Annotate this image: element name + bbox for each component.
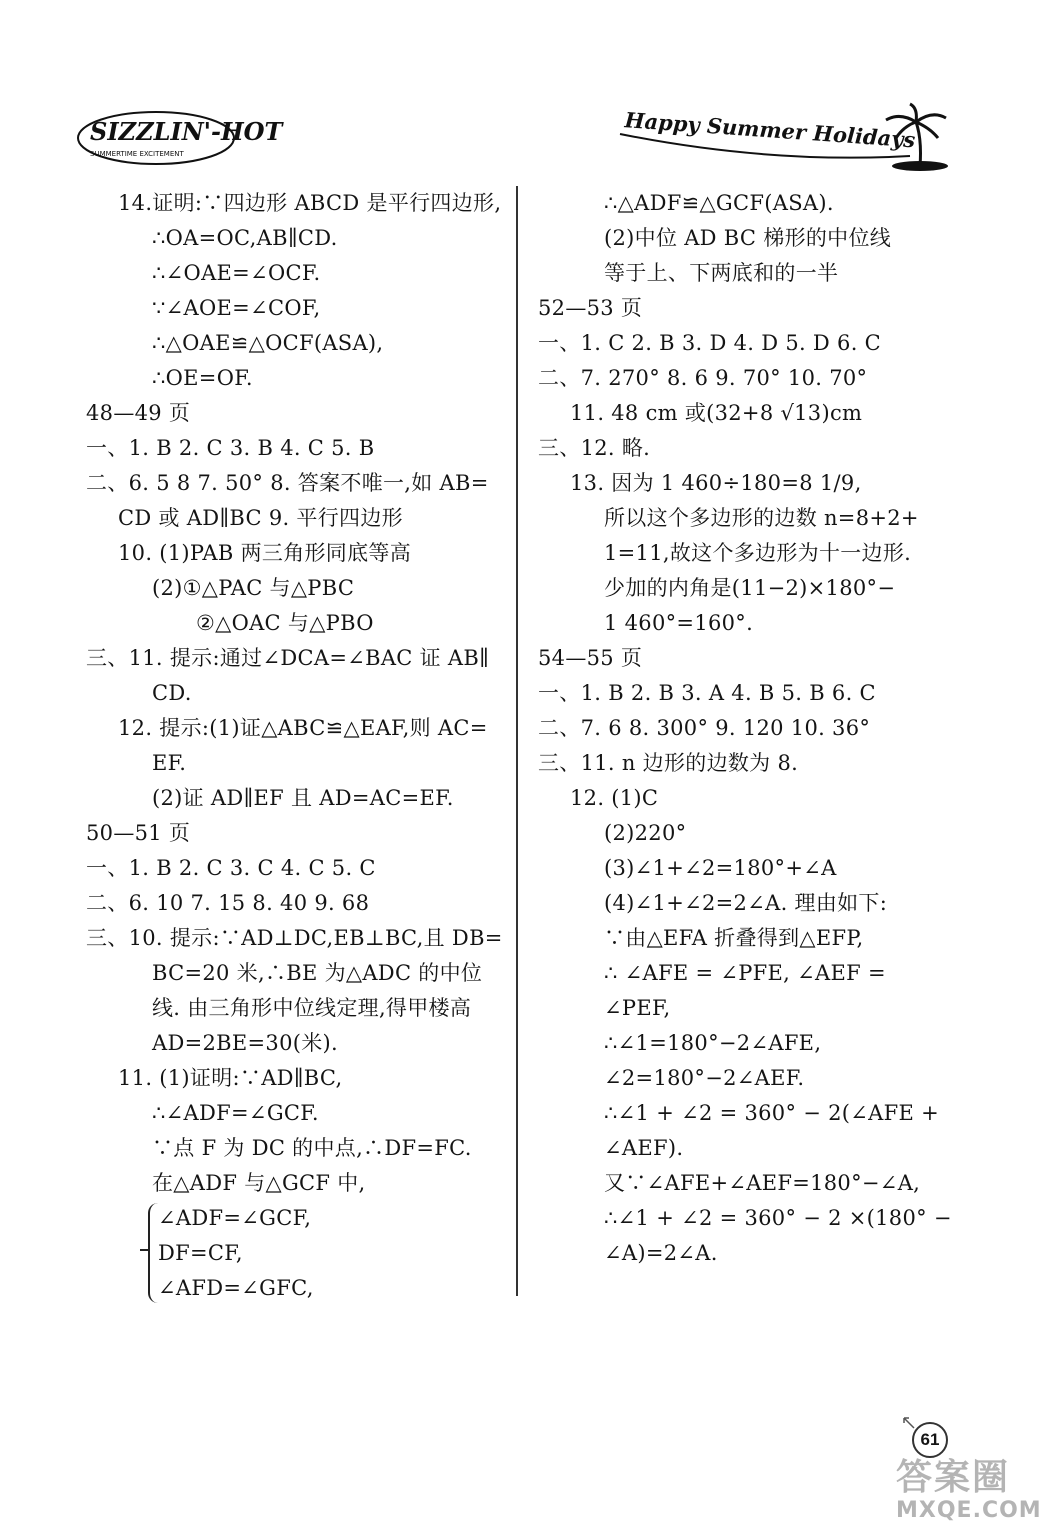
answer-line: 11. 48 cm 或(32+8 √13)cm [570,401,863,425]
answer-line: 13. 因为 1 460÷180=8 1/9, [570,471,862,495]
answer-line: 所以这个多边形的边数 n=8+2+ [604,506,919,530]
answer-line: 54—55 页 [538,646,643,670]
answer-line: ∴OE=OF. [152,366,253,390]
answer-line: 一、1. B 2. C 3. B 4. C 5. B [86,436,375,460]
answer-line: 一、1. B 2. B 3. A 4. B 5. B 6. C [538,681,876,705]
palm-tree-icon [886,104,948,171]
left-brace [148,1203,160,1303]
equation-line: ∠AFD=∠GFC, [158,1276,314,1300]
equation-line: ∠ADF=∠GCF, [158,1206,312,1230]
answer-line: 12. (1)C [570,786,659,810]
answer-line: 10. (1)PAB 两三角形同底等高 [118,541,411,565]
answer-line: 二、7. 6 8. 300° 9. 120 10. 36° [538,716,871,740]
answer-line: (3)∠1+∠2=180°+∠A [604,856,837,880]
answer-line: (2)220° [604,821,687,845]
answer-line: 一、1. C 2. B 3. D 4. D 5. D 6. C [538,331,882,355]
answer-line: ∴OA=OC,AB∥CD. [152,226,338,250]
answer-line: ∵由△EFA 折叠得到△EFP, [604,926,864,950]
answer-line: ∴△ADF≌△GCF(ASA). [604,191,834,215]
answer-line: 三、10. 提示:∵AD⊥DC,EB⊥BC,且 DB= [86,926,503,950]
answer-line: (2)中位 AD BC 梯形的中位线 [604,226,892,250]
answer-line: 二、6. 10 7. 15 8. 40 9. 68 [86,891,370,915]
watermark-url: MXQE.COM [896,1498,1042,1523]
logo-subtitle: SUMMERTIME EXCITEMENT [90,150,184,158]
answer-line: 三、11. 提示:通过∠DCA=∠BAC 证 AB∥ [86,646,490,670]
left-column [86,186,506,1306]
answer-line: (2)①△PAC 与△PBC [152,576,355,600]
column-divider [516,186,518,1296]
equation-line: DF=CF, [158,1241,243,1265]
answer-line: 14.证明:∵四边形 ABCD 是平行四边形, [118,191,502,215]
answer-line: 三、12. 略. [538,436,651,460]
answer-line: CD. [152,681,192,705]
answer-line: 二、6. 5 8 7. 50° 8. 答案不唯一,如 AB= [86,471,489,495]
answer-line: 线. 由三角形中位线定理,得甲楼高 [152,996,472,1020]
answer-line: 12. 提示:(1)证△ABC≌△EAF,则 AC= [118,716,488,740]
answer-line: 在△ADF 与△GCF 中, [152,1171,366,1195]
answer-line: ∴∠1=180°−2∠AFE, [604,1031,822,1055]
happy-summer-holidays-logo [620,104,950,170]
answer-line: (4)∠1+∠2=2∠A. 理由如下: [604,891,888,915]
answer-line: ∴∠1 + ∠2 = 360° − 2 ×(180° − [604,1206,952,1230]
answer-line: ∠A)=2∠A. [604,1241,718,1265]
answer-line: ∴∠ADF=∠GCF. [152,1101,319,1125]
right-column [538,186,968,1271]
answer-line: 等于上、下两底和的一半 [604,261,839,285]
answer-line: ∠2=180°−2∠AEF. [604,1066,805,1090]
answer-line: CD 或 AD∥BC 9. 平行四边形 [118,506,403,530]
answer-line: ∴ ∠AFE = ∠PFE, ∠AEF = [604,961,886,985]
answer-line: 50—51 页 [86,821,191,845]
answer-line: 11. (1)证明:∵AD∥BC, [118,1066,343,1090]
equation-system [86,1201,506,1306]
answer-line: 1=11,故这个多边形为十一边形. [604,541,912,565]
answer-line: BC=20 米,∴BE 为△ADC 的中位 [152,961,483,985]
answer-line: (2)证 AD∥EF 且 AD=AC=EF. [152,786,454,810]
logo-title: SIZZLIN'-HOT [90,117,283,146]
answer-line: ∠PEF, [604,996,671,1020]
answer-line: ∴△OAE≌△OCF(ASA), [152,331,384,355]
answer-line: ②△OAC 与△PBO [196,611,374,635]
answer-line: 少加的内角是(11−2)×180°− [604,576,896,600]
answer-line: 一、1. B 2. C 3. C 4. C 5. C [86,856,376,880]
answer-line: 三、11. n 边形的边数为 8. [538,751,799,775]
answer-line: ∠AEF). [604,1136,684,1160]
answer-line: 52—53 页 [538,296,643,320]
answer-line: EF. [152,751,187,775]
answer-line: AD=2BE=30(米). [152,1031,338,1055]
answer-line: ∴∠1 + ∠2 = 360° − 2(∠AFE + [604,1101,939,1125]
answer-line: ∴∠OAE=∠OCF. [152,261,321,285]
sizzlin-hot-logo [76,104,283,168]
watermark [896,1458,1046,1528]
watermark-title: 答案圈 [896,1457,1011,1498]
answer-line: 48—49 页 [86,401,191,425]
answer-line: 1 460°=160°. [604,611,754,635]
answer-line: 二、7. 270° 8. 6 9. 70° 10. 70° [538,366,868,390]
page-number: 61 [912,1422,948,1458]
answer-line: 又∵∠AFE+∠AEF=180°−∠A, [604,1171,921,1195]
answer-line: ∵∠AOE=∠COF, [152,296,321,320]
arrow-icon [902,1416,916,1430]
answer-line: ∵点 F 为 DC 的中点,∴DF=FC. [152,1136,472,1160]
logo-text: Happy Summer Holidays [623,107,917,153]
